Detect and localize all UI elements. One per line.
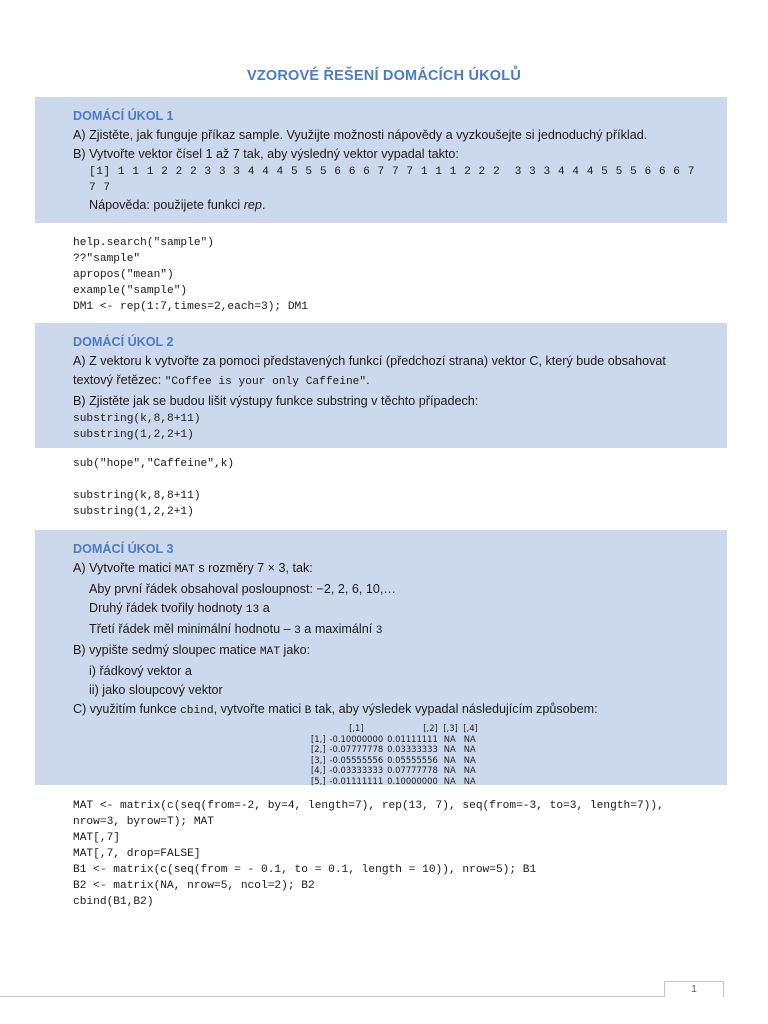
sequence-value: −2, 2, 6, 10,… [316,582,396,596]
task-3-part-b-ii: ii) jako sloupcový vektor [89,683,223,697]
code-line: MAT[,7, drop=FALSE] [73,848,201,860]
task-3-row-1 [73,580,715,599]
task-2-code-line: substring(1,2,2+1) [73,429,194,441]
task-3-heading: DOMÁCÍ ÚKOL 3 [73,542,174,556]
code-line: help.search("sample") [73,237,214,249]
matrix-output [309,723,715,786]
task-1-part-b: B) Vytvořte vektor čísel 1 až 7 tak, aby výsledný vektor vypadal takto: [73,147,459,161]
matrix-header-cell: [,4] [463,723,478,733]
matrix-cell: NA [463,765,476,775]
text: A) Vytvořte matici [73,561,175,575]
string-label: textový řetězec: [73,373,165,387]
matrix-row [309,755,480,766]
matrix-cell: -0.10000000 [329,733,384,744]
matrix-row-label: [5,] [311,775,326,786]
task-2-code-line: substring(k,8,8+11) [73,413,201,425]
max-value: 3 [375,625,383,637]
code-line: MAT[,7] [73,832,120,844]
function-name: cbind [180,705,214,717]
task-2-heading: DOMÁCÍ ÚKOL 2 [73,335,174,349]
matrix-cell: -0.07777778 [329,744,384,754]
code-line: DM1 <- rep(1:7,times=2,each=3); DM1 [73,301,308,313]
matrix-cell: NA [443,733,456,744]
matrix-row [309,744,480,755]
min-value: 3 [294,625,301,637]
matrix-cell: 0.10000000 [387,775,438,786]
task-3-box [35,530,727,785]
string-end: . [366,373,370,387]
code-line: ??"sample" [73,253,141,265]
task-2-part-a-cont [73,371,715,392]
task-2-part-a: A) Z vektoru k vytvořte za pomoci představených funkcí (předchozí strana) vektor C, který bude obsahovat [73,354,666,368]
matrix-row [309,776,480,787]
task-3-row-2 [73,599,715,620]
text: , vytvořte matici [213,702,305,716]
matrix-cell: NA [443,765,456,775]
code-line: sub("hope","Caffeine",k) [73,458,235,470]
matrix-row [309,765,480,776]
matrix-cell: -0.05555556 [329,754,384,765]
task-1-hint [73,196,715,215]
matrix-row [309,734,480,745]
text: Třetí řádek měl minimální hodnotu – [89,622,295,636]
text: Druhý řádek tvořily hodnoty [89,601,246,615]
page-number: 1 [664,981,724,997]
matrix-cell: -0.03333333 [329,765,384,775]
matrix-cell: 0.03333333 [387,744,438,754]
matrix-row-label: [3,] [311,754,326,765]
code-line: example("sample") [73,285,188,297]
matrix-table [309,723,480,786]
matrix-cell: 0.05555556 [387,754,438,765]
blank-line [73,472,234,488]
matrix-cell: 0.01111111 [387,733,438,744]
text: B) vypište sedmý sloupec matice [73,643,260,657]
code-line: substring(1,2,2+1) [73,506,194,518]
matrix-cell: NA [463,754,476,765]
text: a [259,601,270,615]
text: s rozměry 7 × 3, tak: [194,561,313,575]
task-3-row-3 [73,620,715,641]
code-line: substring(k,8,8+11) [73,490,201,502]
code-line: B2 <- matrix(NA, nrow=5, ncol=2); B2 [73,880,315,892]
text: C) využitím funkce [73,702,181,716]
task-3-part-a [73,559,715,580]
matrix-cell: NA [463,775,476,786]
task-2-part-b: B) Zjistěte jak se budou lišit výstupy funkce substring v těchto případech: [73,394,479,408]
matrix-cell: NA [443,775,456,786]
matrix-row-label: [1,] [311,733,326,744]
code-line: cbind(B1,B2) [73,896,154,908]
task-1-sequence: [1] 1 1 1 2 2 2 3 3 3 4 4 4 5 5 5 6 6 6 7 7 7 1 1 1 2 2 2 3 3 3 4 4 4 5 5 5 6 6 6 7 7 7 [89,166,703,194]
task-1-part-a: A) Zjistěte, jak funguje příkaz sample. Využijte možnosti nápovědy a vyzkoušejte si jednoduchý příklad. [73,128,648,142]
matrix-header-cell: [,3] [443,723,458,733]
text: tak, aby výsledek vypadal následujícím způsobem: [311,702,598,716]
matrix-header-cell: [,1] [349,723,364,733]
matrix-name: MAT [174,564,195,576]
matrix-header-row [309,723,480,734]
matrix-header-cell [309,723,328,734]
matrix-row-label: [2,] [311,744,326,754]
hint-end: . [261,198,266,212]
code-block-3 [73,798,713,910]
matrix-name: MAT [259,646,281,658]
hint-function: rep [243,198,262,212]
task-1-heading: DOMÁCÍ ÚKOL 1 [73,109,174,123]
matrix-header-cell: [,2] [423,723,438,733]
text: a maximální [300,622,376,636]
task-3-part-b-i: i) řádkový vektor a [89,664,192,678]
matrix-name: B [304,705,312,717]
matrix-row-label: [4,] [311,765,326,775]
matrix-cell: NA [463,733,476,744]
task-2-box [35,323,727,448]
code-line: MAT <- matrix(c(seq(from=-2, by=4, length=7), rep(13, 7), seq(from=-3, to=3, length=7)), nrow=3, byrow=T); MAT [73,800,671,828]
string-value: "Coffee is your only Caffeine" [164,376,367,388]
code-block-1 [73,235,308,315]
footer-divider [0,996,664,997]
code-block-2 [73,456,234,520]
code-line: B1 <- matrix(c(seq(from = - 0.1, to = 0.1, length = 10)), nrow=5); B1 [73,864,537,876]
code-line: apropos("mean") [73,269,174,281]
text: jako: [280,643,311,657]
matrix-cell: NA [443,744,456,754]
matrix-cell: 0.07777778 [387,765,438,775]
task-3-part-b [73,641,715,662]
task-3-part-c [73,700,715,721]
matrix-cell: NA [443,754,456,765]
row-value: 13 [245,604,260,616]
matrix-cell: -0.01111111 [329,775,384,786]
matrix-cell: NA [463,744,476,754]
hint-text: Nápověda: použijete funkci [89,198,244,212]
text: Aby první řádek obsahoval posloupnost: [89,582,317,596]
task-1-box [35,97,727,223]
page-title: VZOROVÉ ŘEŠENÍ DOMÁCÍCH ÚKOLŮ [246,68,522,84]
